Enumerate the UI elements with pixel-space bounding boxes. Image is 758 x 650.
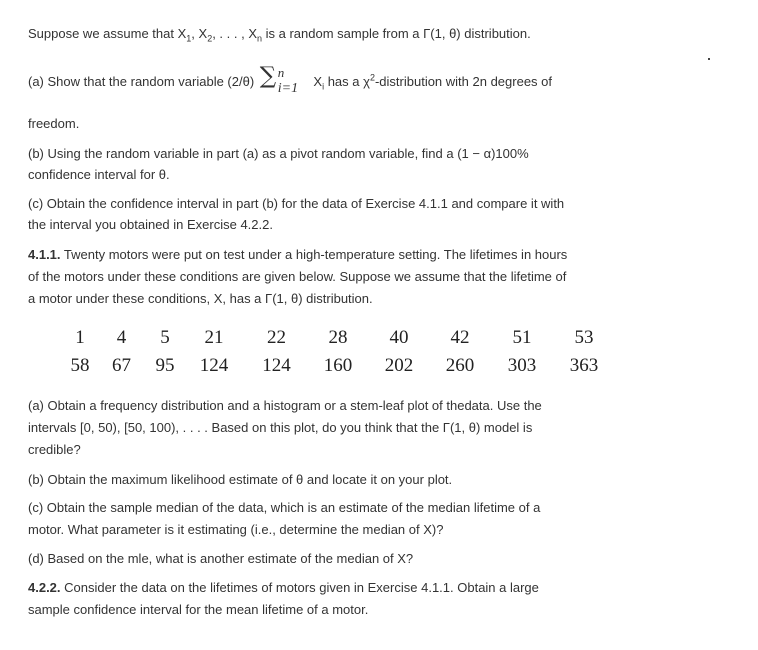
- table-cell: 160: [323, 355, 353, 376]
- ex411-line1: [28, 246, 567, 264]
- q411-a-line3: credible?: [28, 442, 81, 457]
- table-cell: 40: [389, 327, 409, 348]
- intro-text: Suppose we assume that X: [28, 26, 187, 41]
- sum-variable: X: [309, 74, 323, 89]
- q411-b-line: (b) Obtain the maximum likelihood estimate of θ and locate it on your plot.: [28, 472, 453, 487]
- part-a-prefix: (a) Show that the random variable (2/θ): [28, 74, 255, 89]
- table-cell: 303: [507, 355, 537, 376]
- intro-text: , X: [191, 26, 208, 41]
- q411-a-line1: (a) Obtain a frequency distribution and a histogram or a stem-leaf plot of thedata. Use the: [28, 398, 542, 413]
- summation: [258, 62, 310, 96]
- exercise-label: 4.2.2.: [28, 580, 61, 595]
- q411-c-line2: motor. What parameter is it estimating (i.e., determine the median of X)?: [28, 522, 444, 537]
- part-a-suffix: -distribution with 2n degrees of: [374, 74, 553, 89]
- sub-1: 1: [186, 33, 192, 44]
- ex422-line2: sample confidence interval for the mean lifetime of a motor.: [28, 602, 369, 617]
- part-b-line1: (b) Using the random variable in part (a) as a pivot random variable, find a (1 − α)100%: [28, 146, 529, 161]
- table-cell: 67: [112, 355, 131, 376]
- lifetime-data-table: [65, 324, 615, 380]
- table-cell: 42: [450, 327, 470, 348]
- sub-2: 2: [207, 33, 213, 44]
- table-cell: 51: [512, 327, 532, 348]
- table-cell: 5: [160, 327, 170, 348]
- part-c-line1: (c) Obtain the confidence interval in part (b) for the data of Exercise 4.1.1 and compare it with: [28, 196, 565, 211]
- q411-c-line1: (c) Obtain the sample median of the data, which is an estimate of the median lifetime of a: [28, 500, 541, 515]
- q411-d-line: (d) Based on the mle, what is another estimate of the median of X?: [28, 551, 414, 566]
- table-cell: 4: [116, 327, 127, 348]
- sigma-symbol: ∑: [259, 62, 277, 89]
- q411-a-line2: intervals [0, 50), [50, 100), . . . . Based on this plot, do you think that the Γ(1, θ) model is: [28, 420, 533, 435]
- sub-i: i: [322, 81, 325, 92]
- table-row: [65, 352, 615, 380]
- table-row: [65, 324, 615, 352]
- table-cell: 260: [445, 355, 475, 376]
- ex411-line2: of the motors under these conditions are given below. Suppose we assume that the lifetime of: [28, 269, 567, 284]
- part-a-mid: has a χ: [324, 74, 370, 89]
- intro-line: [28, 25, 531, 43]
- table-cell: 124: [262, 355, 291, 376]
- table-cell: 1: [75, 327, 85, 348]
- part-a-line2: freedom.: [28, 116, 80, 131]
- sup-2: 2: [369, 72, 375, 83]
- exercise-label: 4.1.1.: [28, 247, 61, 262]
- intro-text: , . . . , X: [212, 26, 257, 41]
- ex411-line3: a motor under these conditions, X, has a Γ(1, θ) distribution.: [28, 291, 373, 306]
- table-cell: 22: [267, 327, 286, 348]
- table-cell: 21: [204, 327, 224, 348]
- ex422-text: Consider the data on the lifetimes of motors given in Exercise 4.1.1. Obtain a large: [60, 580, 539, 595]
- intro-text: is a random sample from a Γ(1, θ) distribution.: [262, 26, 531, 41]
- sub-n: n: [257, 33, 263, 44]
- table-cell: 124: [199, 355, 229, 376]
- part-c-line2: the interval you obtained in Exercise 4.2.2.: [28, 217, 273, 232]
- part-a-line: [28, 62, 553, 96]
- sum-upper-limit: n: [277, 64, 285, 80]
- table-cell: 363: [569, 355, 599, 376]
- table-cell: 53: [574, 327, 594, 348]
- table-cell: 28: [328, 327, 348, 348]
- stray-dot: [708, 58, 710, 60]
- ex411-text: Twenty motors were put on test under a high-temperature setting. The lifetimes in hours: [60, 247, 568, 262]
- table-cell: 58: [70, 355, 90, 376]
- sum-lower-limit: i=1: [277, 80, 299, 96]
- part-b-line2: confidence interval for θ.: [28, 167, 170, 182]
- ex422-line1: [28, 579, 539, 597]
- table-cell: 95: [155, 355, 175, 376]
- table-cell: 202: [384, 355, 414, 376]
